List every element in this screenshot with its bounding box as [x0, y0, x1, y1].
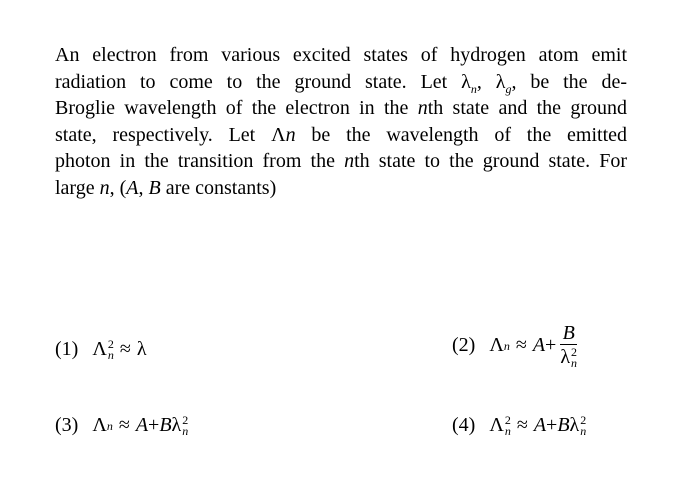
question-line-3-text: Broglie wavelength of the electron in the — [55, 97, 409, 119]
lambda-symbol: λ — [495, 70, 506, 93]
lambda-n-capital — [271, 124, 296, 146]
sup-sub: 2 n — [182, 412, 189, 438]
italic-A: A — [135, 414, 149, 436]
capital-lambda-symbol: Λ — [489, 334, 504, 357]
option-3[interactable]: (3) Λ n ≈ A + B λ 2 n — [55, 412, 189, 438]
question-line-6-end: are constants) — [165, 176, 277, 199]
sup-sub: 2 n — [571, 345, 578, 371]
italic-B: B — [159, 414, 172, 436]
option-4[interactable] — [452, 414, 586, 437]
italic-B: B — [148, 176, 161, 199]
question-line-3-end: th state and the ground — [427, 97, 628, 119]
italic-A: A — [533, 414, 547, 436]
question-line-2-end: be the de- — [530, 70, 627, 93]
italic-A: A — [126, 176, 139, 199]
approx-sign: ≈ — [119, 338, 131, 360]
question-line-2 — [55, 69, 627, 96]
capital-lambda-symbol: Λ — [271, 123, 286, 146]
lambda-symbol: λ — [171, 414, 182, 436]
capital-lambda-symbol: Λ — [92, 414, 107, 436]
capital-lambda-symbol: Λ — [92, 338, 107, 360]
question-line-4-end: be the wavelength of the emitted — [311, 123, 628, 146]
plus-sign: + — [546, 414, 558, 436]
capital-lambda-symbol: Λ — [489, 414, 504, 436]
sup-sub: 2 n — [504, 412, 511, 438]
question-line-4 — [55, 122, 627, 149]
italic-n: n — [285, 123, 296, 146]
question-text — [55, 42, 627, 201]
question-line-2-text: radiation to come to the ground state. Let — [55, 70, 448, 93]
approx-sign: ≈ — [516, 414, 528, 436]
lambda-symbol: λ — [560, 346, 571, 368]
italic-n: n — [417, 97, 428, 119]
lambda-n-lambda-g: $\lambda_n$, $\lambda_g$, — [461, 70, 517, 96]
option-3-number: (3) — [55, 414, 79, 436]
question-line-1-text: An electron from various excited states of hydrogen atom emit — [55, 44, 627, 66]
question-line-3 — [55, 95, 627, 122]
sup-sub: 2 n — [580, 412, 587, 438]
italic-n: n — [344, 150, 355, 172]
denominator — [560, 345, 577, 369]
sup-sub: 2 n — [107, 336, 114, 362]
italic-n: n — [99, 176, 110, 199]
subscript-n: n — [107, 347, 114, 362]
subscript-n: n — [571, 356, 578, 371]
option-2[interactable]: (2) Λ n ≈ A + B λ 2 n — [452, 322, 578, 371]
question-line-5-text: photon in the transition from the — [55, 150, 335, 172]
subscript-n: n — [182, 423, 189, 438]
question-line-5-end: th state to the ground state. For — [354, 150, 628, 172]
option-1[interactable] — [55, 338, 147, 361]
subscript-n: n — [580, 423, 587, 438]
option-2-number: (2) — [452, 334, 476, 357]
question-line-6-text: large — [55, 176, 95, 199]
comma-paren: , ( — [109, 176, 127, 199]
option-4-number: (4) — [452, 414, 476, 436]
question-line-1 — [55, 42, 627, 69]
italic-A: A — [532, 334, 546, 357]
question-line-6: large n, (A, B are constants) — [55, 176, 277, 199]
plus-sign: + — [545, 334, 557, 357]
italic-B: B — [557, 414, 570, 436]
approx-sign: ≈ — [515, 334, 527, 357]
lambda-symbol: λ — [136, 338, 147, 360]
fraction — [560, 322, 577, 369]
approx-sign: ≈ — [118, 414, 130, 436]
option-1-number: (1) — [55, 338, 79, 360]
lambda-symbol: λ — [461, 70, 471, 93]
question-line-4-text: state, respectively. Let — [55, 123, 256, 146]
subscript-n: n — [470, 81, 477, 96]
plus-sign: + — [148, 414, 160, 436]
lambda-symbol: λ — [569, 414, 580, 436]
question-line-5 — [55, 148, 627, 175]
subscript-n: n — [504, 423, 511, 438]
subscript-g: g — [505, 81, 512, 96]
numerator-B: B — [562, 322, 575, 344]
